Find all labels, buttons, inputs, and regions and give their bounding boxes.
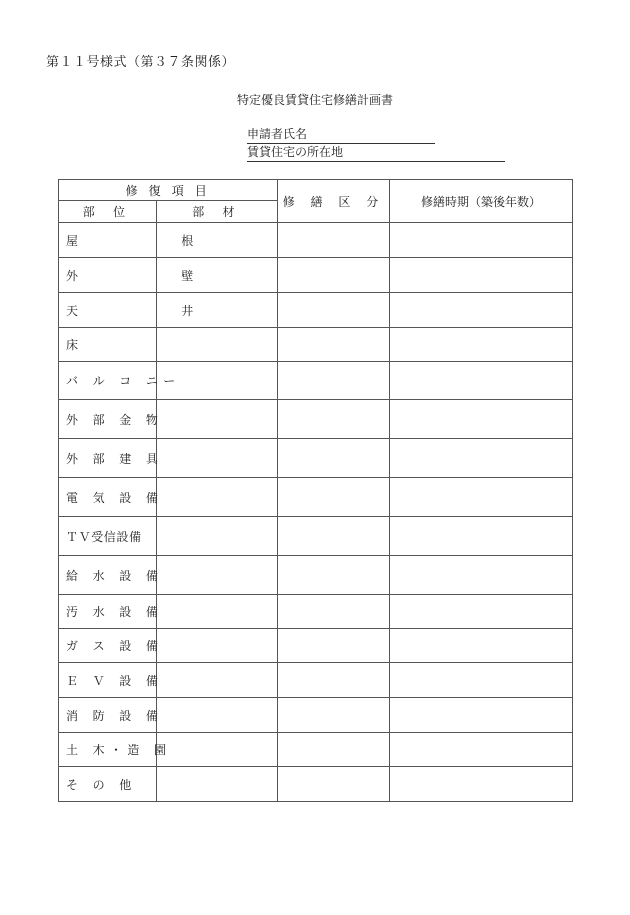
repair-item-header: 修 復 項 目 xyxy=(59,180,278,201)
period-cell[interactable] xyxy=(390,595,573,629)
part-cell: 屋 根 xyxy=(59,223,157,258)
table-row xyxy=(59,698,573,733)
period-cell[interactable] xyxy=(390,362,573,400)
part-cell: 汚 水 設 備 xyxy=(59,595,157,629)
material-cell[interactable] xyxy=(157,595,278,629)
category-cell[interactable] xyxy=(278,258,390,293)
part-cell: バ ル コ ニー xyxy=(59,362,157,400)
part-cell: 電 気 設 備 xyxy=(59,478,157,517)
part-cell: そ の 他 xyxy=(59,767,157,802)
applicant-name-field[interactable] xyxy=(247,127,435,144)
material-cell[interactable] xyxy=(157,733,278,767)
table-row xyxy=(59,595,573,629)
part-cell: 床 xyxy=(59,328,157,362)
category-cell[interactable] xyxy=(278,663,390,698)
table-row xyxy=(59,663,573,698)
material-cell[interactable] xyxy=(157,629,278,663)
period-cell[interactable] xyxy=(390,698,573,733)
category-cell[interactable] xyxy=(278,478,390,517)
part-cell: Ｅ Ｖ 設 備 xyxy=(59,663,157,698)
period-cell[interactable] xyxy=(390,223,573,258)
material-cell[interactable] xyxy=(157,400,278,439)
period-cell[interactable] xyxy=(390,293,573,328)
property-address-field[interactable] xyxy=(247,145,505,162)
category-cell[interactable] xyxy=(278,362,390,400)
period-cell[interactable] xyxy=(390,258,573,293)
period-cell[interactable] xyxy=(390,439,573,478)
repair-period-header: 修繕時期（築後年数） xyxy=(390,180,573,223)
table-row xyxy=(59,439,573,478)
category-cell[interactable] xyxy=(278,698,390,733)
form-number: 第１１号様式（第３７条関係） xyxy=(46,55,236,70)
part-cell: 土 木・造 園 xyxy=(59,733,157,767)
category-cell[interactable] xyxy=(278,400,390,439)
table-row xyxy=(59,767,573,802)
table-row xyxy=(59,629,573,663)
period-cell[interactable] xyxy=(390,517,573,556)
category-cell[interactable] xyxy=(278,767,390,802)
period-cell[interactable] xyxy=(390,478,573,517)
repair-category-header: 修 繕 区 分 xyxy=(278,180,390,223)
category-cell[interactable] xyxy=(278,293,390,328)
period-cell[interactable] xyxy=(390,556,573,595)
table-row xyxy=(59,733,573,767)
material-cell[interactable] xyxy=(157,517,278,556)
document-title: 特定優良賃貸住宅修繕計画書 xyxy=(236,93,393,107)
period-cell[interactable] xyxy=(390,328,573,362)
category-cell[interactable] xyxy=(278,595,390,629)
table-row xyxy=(59,258,573,293)
material-cell[interactable] xyxy=(157,328,278,362)
material-cell[interactable] xyxy=(157,663,278,698)
table-row xyxy=(59,328,573,362)
period-cell[interactable] xyxy=(390,629,573,663)
category-cell[interactable] xyxy=(278,629,390,663)
repair-plan-table xyxy=(58,179,573,802)
property-address-label: 賃貸住宅の所在地 xyxy=(247,145,344,159)
period-cell[interactable] xyxy=(390,663,573,698)
table-row xyxy=(59,400,573,439)
part-cell: ＴＶ受信設備 xyxy=(59,517,157,556)
part-header: 部 位 xyxy=(59,201,157,223)
material-header: 部 材 xyxy=(157,201,278,223)
period-cell[interactable] xyxy=(390,733,573,767)
part-cell: 消 防 設 備 xyxy=(59,698,157,733)
period-cell[interactable] xyxy=(390,767,573,802)
category-cell[interactable] xyxy=(278,328,390,362)
table-row xyxy=(59,293,573,328)
category-cell[interactable] xyxy=(278,223,390,258)
part-cell: 外 壁 xyxy=(59,258,157,293)
applicant-name-label: 申請者氏名 xyxy=(247,127,308,141)
material-cell[interactable] xyxy=(157,478,278,517)
part-cell: 外 部 建 具 xyxy=(59,439,157,478)
table-row xyxy=(59,478,573,517)
category-cell[interactable] xyxy=(278,733,390,767)
part-cell: 天 井 xyxy=(59,293,157,328)
part-cell: ガ ス 設 備 xyxy=(59,629,157,663)
part-cell: 給 水 設 備 xyxy=(59,556,157,595)
part-cell: 外 部 金 物 xyxy=(59,400,157,439)
table-row xyxy=(59,517,573,556)
table-row xyxy=(59,556,573,595)
period-cell[interactable] xyxy=(390,400,573,439)
material-cell[interactable] xyxy=(157,767,278,802)
category-cell[interactable] xyxy=(278,556,390,595)
category-cell[interactable] xyxy=(278,439,390,478)
category-cell[interactable] xyxy=(278,517,390,556)
table-row xyxy=(59,362,573,400)
material-cell[interactable] xyxy=(157,439,278,478)
material-cell[interactable] xyxy=(157,698,278,733)
material-cell[interactable] xyxy=(157,556,278,595)
table-row xyxy=(59,223,573,258)
